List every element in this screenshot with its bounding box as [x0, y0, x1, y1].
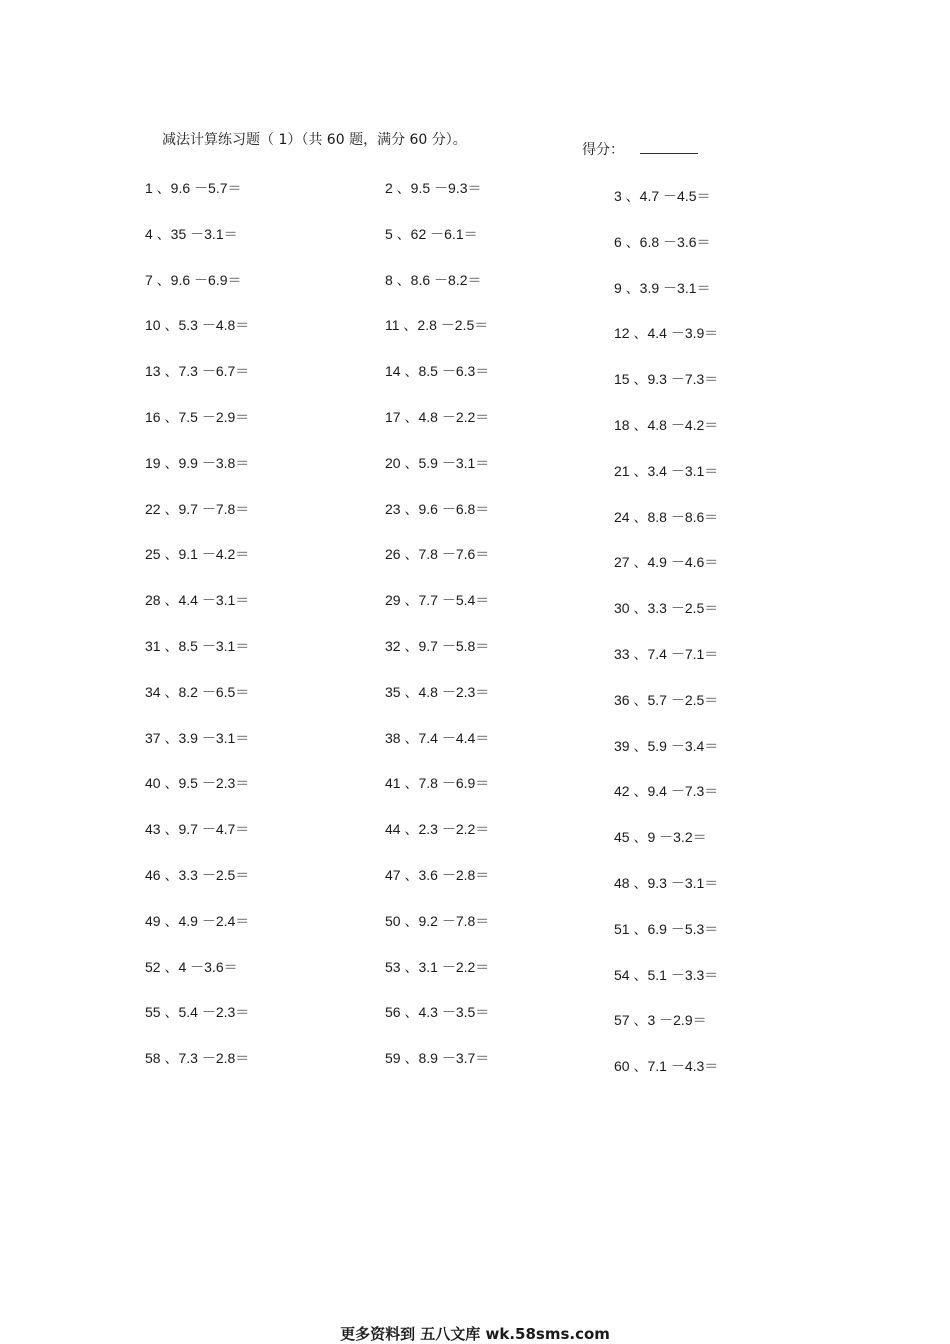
- problem-item: 2 、9.5 －9.3＝: [385, 180, 482, 196]
- problem-item: 6 、6.8 －3.6＝: [614, 233, 711, 250]
- problem-item: 25 、9.1 －4.2＝: [145, 546, 250, 563]
- footer-watermark: 更多资料到 五八文库 wk.58sms.com: [340, 1325, 610, 1343]
- problem-item: 15 、9.3 －7.3＝: [614, 371, 719, 388]
- problem-item: 50 、9.2 －7.8＝: [385, 912, 490, 929]
- problem-item: 17 、4.8 －2.2＝: [385, 409, 490, 425]
- problem-item: 8 、8.6 －8.2＝: [385, 271, 482, 288]
- problem-item: 36 、5.7 －2.5＝: [614, 691, 719, 708]
- problem-item: 19 、9.9 －3.8＝: [145, 454, 250, 471]
- problem-item: 30 、3.3 －2.5＝: [614, 600, 719, 617]
- problem-item: 28 、4.4 －3.1＝: [145, 592, 250, 609]
- problem-item: 58 、7.3 －2.8＝: [145, 1050, 250, 1067]
- problem-item: 42 、9.4 －7.3＝: [614, 783, 719, 800]
- score-label: 得分：: [582, 142, 624, 158]
- problem-item: 14 、8.5 －6.3＝: [385, 363, 490, 380]
- problem-item: 41 、7.8 －6.9＝: [385, 775, 490, 792]
- problem-item: 4 、35 －3.1＝: [145, 225, 238, 242]
- problem-item: 45 、9 －3.2＝: [614, 829, 707, 846]
- problem-item: 54 、5.1 －3.3＝: [614, 966, 719, 983]
- problem-item: 49 、4.9 －2.4＝: [145, 912, 250, 929]
- problem-item: 20 、5.9 －3.1＝: [385, 454, 490, 471]
- problem-item: 34 、8.2 －6.5＝: [145, 683, 250, 700]
- problem-item: 55 、5.4 －2.3＝: [145, 1004, 250, 1021]
- problem-item: 26 、7.8 －7.6＝: [385, 546, 490, 563]
- problem-item: 57 、3 －2.9＝: [614, 1012, 707, 1029]
- problem-item: 23 、9.6 －6.8＝: [385, 500, 490, 517]
- problem-item: 35 、4.8 －2.3＝: [385, 683, 490, 700]
- problem-item: 18 、4.8 －4.2＝: [614, 417, 719, 433]
- problem-item: 31 、8.5 －3.1＝: [145, 638, 250, 654]
- problem-item: 9 、3.9 －3.1＝: [614, 279, 711, 296]
- problem-item: 10 、5.3 －4.8＝: [145, 317, 250, 334]
- problem-item: 11 、2.8 －2.5＝: [385, 317, 489, 334]
- problem-item: 46 、3.3 －2.5＝: [145, 867, 250, 883]
- problem-item: 24 、8.8 －8.6＝: [614, 508, 719, 525]
- problem-item: 38 、7.4 －4.4＝: [385, 729, 490, 746]
- problem-item: 47 、3.6 －2.8＝: [385, 867, 490, 883]
- problem-item: 53 、3.1 －2.2＝: [385, 958, 490, 975]
- problem-item: 43 、9.7 －4.7＝: [145, 821, 250, 838]
- problem-item: 5 、62 －6.1＝: [385, 225, 478, 242]
- problem-item: 56 、4.3 －3.5＝: [385, 1004, 490, 1021]
- problem-item: 51 、6.9 －5.3＝: [614, 920, 719, 937]
- problem-item: 60 、7.1 －4.3＝: [614, 1058, 719, 1075]
- problem-item: 12 、4.4 －3.9＝: [614, 325, 719, 342]
- problem-item: 1 、9.6 －5.7＝: [145, 180, 242, 196]
- problem-item: 59 、8.9 －3.7＝: [385, 1050, 490, 1067]
- score-blank: [640, 153, 698, 154]
- problem-item: 32 、9.7 －5.8＝: [385, 638, 490, 654]
- problem-item: 22 、9.7 －7.8＝: [145, 500, 250, 517]
- problem-item: 44 、2.3 －2.2＝: [385, 821, 490, 838]
- problem-item: 37 、3.9 －3.1＝: [145, 729, 250, 746]
- problem-item: 7 、9.6 －6.9＝: [145, 271, 242, 288]
- problem-item: 21 、3.4 －3.1＝: [614, 462, 719, 479]
- problem-item: 29 、7.7 －5.4＝: [385, 592, 490, 609]
- problem-item: 13 、7.3 －6.7＝: [145, 363, 250, 380]
- worksheet-title: 减法计算练习题（ 1）（共 60 题，满分 60 分）。: [162, 132, 467, 148]
- problem-item: 16 、7.5 －2.9＝: [145, 409, 250, 425]
- problem-item: 48 、9.3 －3.1＝: [614, 875, 719, 891]
- problem-item: 3 、4.7 －4.5＝: [614, 188, 711, 204]
- problem-item: 33 、7.4 －7.1＝: [614, 646, 719, 662]
- problem-item: 52 、4 －3.6＝: [145, 958, 238, 975]
- problem-item: 39 、5.9 －3.4＝: [614, 737, 719, 754]
- problem-item: 40 、9.5 －2.3＝: [145, 775, 250, 792]
- problem-item: 27 、4.9 －4.6＝: [614, 554, 719, 571]
